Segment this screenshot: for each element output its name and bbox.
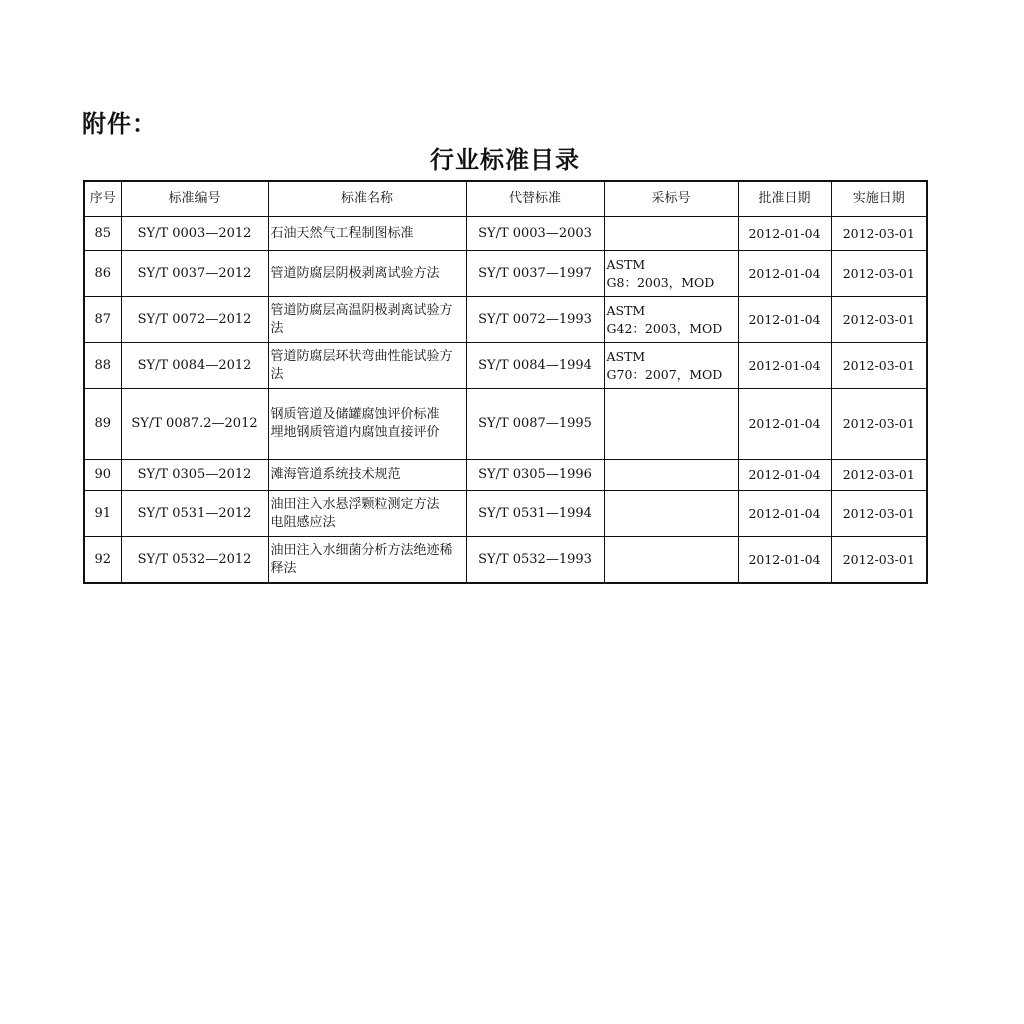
cell-approve-date: 2012-01-04 [738,251,831,297]
cell-implement-date: 2012-03-01 [831,343,927,389]
attachment-label: 附件： [82,110,157,138]
cell-seq: 91 [84,491,121,537]
cell-approve-date: 2012-01-04 [738,343,831,389]
cell-replaces: SY/T 0072—1993 [466,297,604,343]
cell-code: SY/T 0037—2012 [121,251,268,297]
cell-implement-date: 2012-03-01 [831,491,927,537]
cell-code: SY/T 0532—2012 [121,537,268,584]
cell-replaces: SY/T 0003—2003 [466,217,604,251]
page-title: 行业标准目录 [430,146,580,174]
cell-name: 油田注入水细菌分析方法绝迹稀释法 [268,537,466,584]
cell-replaces: SY/T 0087—1995 [466,389,604,460]
cell-implement-date: 2012-03-01 [831,460,927,491]
cell-name: 钢质管道及储罐腐蚀评价标准 埋地钢质管道内腐蚀直接评价 [268,389,466,460]
header-seq: 序号 [84,181,121,217]
table-row [84,389,927,460]
cell-code: SY/T 0084—2012 [121,343,268,389]
cell-code: SY/T 0072—2012 [121,297,268,343]
cell-name: 滩海管道系统技术规范 [268,460,466,491]
cell-adopt: ASTM G42：2003，MOD [604,297,738,343]
cell-replaces: SY/T 0305—1996 [466,460,604,491]
table-row [84,217,927,251]
table-row [84,343,927,389]
header-implement-date: 实施日期 [831,181,927,217]
cell-adopt [604,460,738,491]
cell-adopt: ASTM G70：2007，MOD [604,343,738,389]
cell-implement-date: 2012-03-01 [831,251,927,297]
cell-adopt: ASTM G8：2003，MOD [604,251,738,297]
cell-implement-date: 2012-03-01 [831,389,927,460]
cell-replaces: SY/T 0532—1993 [466,537,604,584]
header-replaces: 代替标准 [466,181,604,217]
cell-approve-date: 2012-01-04 [738,297,831,343]
cell-replaces: SY/T 0084—1994 [466,343,604,389]
cell-seq: 92 [84,537,121,584]
table-row [84,537,927,584]
table-header-row [84,181,927,217]
cell-adopt [604,389,738,460]
cell-adopt [604,537,738,584]
table-row [84,251,927,297]
cell-code: SY/T 0531—2012 [121,491,268,537]
cell-seq: 87 [84,297,121,343]
cell-implement-date: 2012-03-01 [831,217,927,251]
table-row [84,460,927,491]
cell-name: 管道防腐层环状弯曲性能试验方法 [268,343,466,389]
cell-name: 石油天然气工程制图标准 [268,217,466,251]
cell-seq: 90 [84,460,121,491]
table-row [84,491,927,537]
cell-seq: 86 [84,251,121,297]
cell-replaces: SY/T 0037—1997 [466,251,604,297]
cell-adopt [604,217,738,251]
cell-code: SY/T 0087.2—2012 [121,389,268,460]
cell-approve-date: 2012-01-04 [738,491,831,537]
cell-adopt [604,491,738,537]
cell-approve-date: 2012-01-04 [738,460,831,491]
cell-replaces: SY/T 0531—1994 [466,491,604,537]
cell-approve-date: 2012-01-04 [738,537,831,584]
cell-seq: 88 [84,343,121,389]
cell-code: SY/T 0003—2012 [121,217,268,251]
cell-seq: 89 [84,389,121,460]
cell-name: 管道防腐层阴极剥离试验方法 [268,251,466,297]
table-row [84,297,927,343]
header-adopt: 采标号 [604,181,738,217]
header-approve-date: 批准日期 [738,181,831,217]
cell-code: SY/T 0305—2012 [121,460,268,491]
cell-name: 管道防腐层高温阴极剥离试验方法 [268,297,466,343]
cell-approve-date: 2012-01-04 [738,217,831,251]
cell-name: 油田注入水悬浮颗粒测定方法 电阻感应法 [268,491,466,537]
cell-implement-date: 2012-03-01 [831,537,927,584]
cell-implement-date: 2012-03-01 [831,297,927,343]
cell-seq: 85 [84,217,121,251]
header-name: 标准名称 [268,181,466,217]
header-code: 标准编号 [121,181,268,217]
cell-approve-date: 2012-01-04 [738,389,831,460]
standards-table [83,180,928,584]
